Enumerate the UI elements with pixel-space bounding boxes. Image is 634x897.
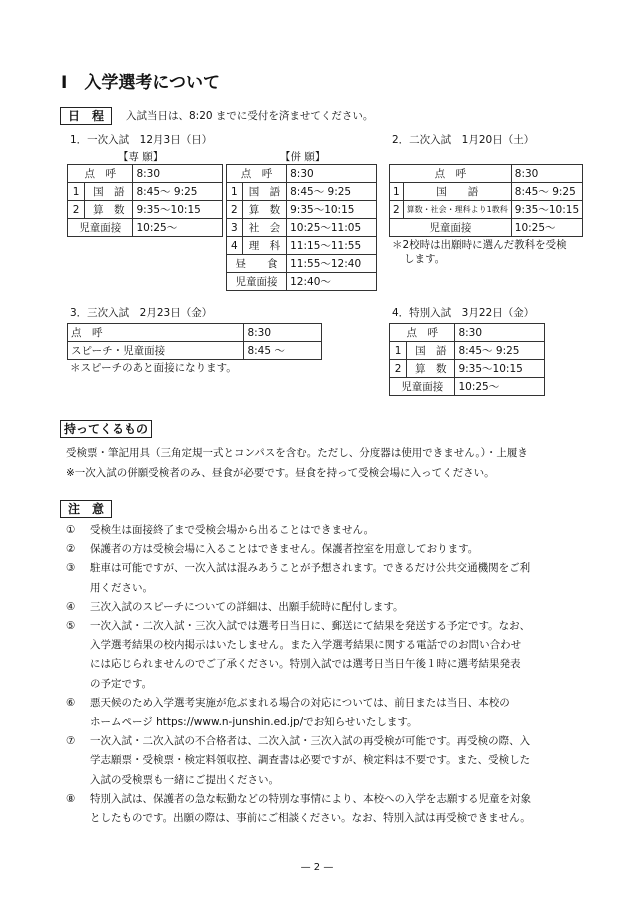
notice-line: 用ください。 [90, 581, 153, 594]
table-row [68, 201, 223, 219]
table-cell: 2 [390, 201, 404, 219]
table-row [227, 273, 377, 291]
notice-text [90, 540, 586, 559]
table-row [227, 201, 377, 219]
notice-item [66, 521, 586, 540]
table-cell: 算数・社会・理科より1教科 [403, 201, 511, 219]
notice-number: ⑦ [66, 735, 76, 748]
table-cell: 児童面接 [68, 219, 133, 237]
table-cell: 1 [390, 183, 404, 201]
fourth-table [389, 323, 545, 396]
notice-line: ホームページ https://www.n-junshin.ed.jp/でお知らせいたします。 [90, 716, 418, 729]
senkan-table [67, 164, 223, 237]
table-cell: 2 [227, 201, 243, 219]
notice-number: ② [66, 543, 76, 556]
table-cell: 8:30 [455, 324, 545, 342]
table-cell: 国 語 [85, 183, 133, 201]
table-row [390, 378, 545, 396]
third-exam-heading: 3．三次入試 2月23日（金） [70, 307, 213, 319]
table-cell: 児童面接 [390, 378, 455, 396]
notice-item [66, 540, 586, 559]
table-cell: 9:35〜10:15 [133, 201, 223, 219]
notice-number: ⑤ [66, 620, 76, 633]
table-cell: 点 呼 [390, 165, 512, 183]
table-row [390, 219, 583, 237]
notice-line: 三次入試のスピーチについての詳細は、出願手続時に配付します。 [90, 600, 404, 613]
table-cell: 国 語 [407, 342, 455, 360]
table-cell: 点 呼 [68, 165, 133, 183]
notice-line: 悪天候のため入学選考実施が危ぶまれる場合の対応については、前日または当日、本校の [90, 696, 510, 709]
table-cell: 算 数 [85, 201, 133, 219]
table-cell: 点 呼 [227, 165, 287, 183]
table-cell: 8:30 [133, 165, 223, 183]
table-cell: 10:25〜 [133, 219, 223, 237]
table-cell: 点 呼 [68, 324, 244, 342]
notice-line: 学志願票・受検票・検定料領収控、調査書は必要ですが、検定料は不要です。また、受検した [90, 754, 531, 767]
table-cell: 10:25〜 [511, 219, 582, 237]
table-cell: 国 語 [242, 183, 286, 201]
table-row [390, 183, 583, 201]
notice-line: 入学選考結果の校内掲示はいたしません。また入学選考結果に関する電話でのお問い合わせ [90, 639, 522, 652]
notice-list [66, 521, 586, 828]
notice-text [90, 732, 586, 790]
notice-number: ③ [66, 562, 76, 575]
table-cell: 9:35〜10:15 [511, 201, 582, 219]
table-cell: 算 数 [407, 360, 455, 378]
second-table [389, 164, 583, 237]
table-cell: 児童面接 [227, 273, 287, 291]
table-row [227, 183, 377, 201]
third-table [67, 323, 322, 360]
table-cell: 国 語 [403, 183, 511, 201]
table-cell: 算 数 [242, 201, 286, 219]
third-note: ＊スピーチのあと面接になります。 [70, 362, 237, 374]
notice-label: 注 意 [60, 500, 112, 518]
table-cell: 社 会 [242, 219, 286, 237]
bring-label: 持ってくるもの [60, 420, 152, 438]
notice-line: としたものです。出願の際は、事前にご相談ください。なお、特別入試は再受検できません。 [90, 812, 531, 825]
table-cell: 9:35〜10:15 [287, 201, 377, 219]
notice-text [90, 598, 586, 617]
section-title: Ⅰ 入学選考について [61, 73, 220, 93]
senkan-label: 【専 願】 [118, 151, 164, 163]
table-row [68, 324, 322, 342]
table-row [68, 342, 322, 360]
table-row [390, 324, 545, 342]
table-cell: 児童面接 [390, 219, 512, 237]
second-exam-heading: 2．二次入試 1月20日（土） [392, 134, 535, 146]
bring-line-1: 受検票・筆記用具（三角定規一式とコンパスを含む。ただし、分度器は使用できません。）・上履き [66, 447, 528, 459]
notice-line: 保護者の方は受検会場に入ることはできません。保護者控室を用意しております。 [90, 543, 479, 556]
table-row [390, 201, 583, 219]
first-exam-heading: 1．一次入試 12月3日（日） [70, 134, 213, 146]
notice-text [90, 521, 586, 540]
table-cell: 10:25〜11:05 [287, 219, 377, 237]
table-cell: 11:15〜11:55 [287, 237, 377, 255]
notice-item [66, 790, 586, 828]
table-cell: 昼 食 [227, 255, 287, 273]
table-cell: 8:30 [287, 165, 377, 183]
notice-number: ④ [66, 600, 76, 613]
notice-line: 一次入試・二次入試の不合格者は、二次入試・三次入試の再受検が可能です。再受検の際、入 [90, 735, 531, 748]
table-cell: 12:40〜 [287, 273, 377, 291]
table-cell: 10:25〜 [455, 378, 545, 396]
table-cell: 8:30 [244, 324, 322, 342]
notice-line: 特別入試は、保護者の急な転勤などの特別な事情により、本校への入学を志願する児童を対象 [90, 792, 531, 805]
table-cell: 点 呼 [390, 324, 455, 342]
table-cell: 9:35〜10:15 [455, 360, 545, 378]
table-cell: 2 [68, 201, 85, 219]
notice-number: ⑧ [66, 792, 76, 805]
table-cell: 2 [390, 360, 407, 378]
page-number: — 2 — [300, 862, 334, 873]
notice-line: 駐車は可能ですが、一次入試は混みあうことが予想されます。できるだけ公共交通機関をご利 [90, 562, 531, 575]
table-cell: スピーチ・児童面接 [68, 342, 244, 360]
table-row [227, 237, 377, 255]
notice-item [66, 598, 586, 617]
notice-number: ⑥ [66, 696, 76, 709]
table-row [227, 255, 377, 273]
notice-item [66, 617, 586, 694]
second-note-2: します。 [404, 253, 446, 265]
notice-line: 入試の受検票も一緒にご提出ください。 [90, 773, 279, 786]
table-row [68, 165, 223, 183]
table-row [227, 165, 377, 183]
second-note-1: ＊2校時は出願時に選んだ教科を受検 [392, 239, 567, 251]
notice-text [90, 694, 586, 732]
notice-text [90, 559, 586, 597]
table-cell: 8:45〜 9:25 [455, 342, 545, 360]
table-cell: 8:45〜 9:25 [133, 183, 223, 201]
table-row [227, 219, 377, 237]
table-cell: 8:45 〜 [244, 342, 322, 360]
notice-number: ① [66, 524, 76, 536]
bring-line-2: ※一次入試の併願受検者のみ、昼食が必要です。昼食を持って受検会場に入ってください。 [66, 467, 495, 479]
table-row [68, 183, 223, 201]
notice-item [66, 732, 586, 790]
table-row [390, 360, 545, 378]
table-row [390, 165, 583, 183]
table-row [68, 219, 223, 237]
notice-text [90, 790, 586, 828]
schedule-label: 日 程 [60, 107, 112, 125]
table-cell: 11:55〜12:40 [287, 255, 377, 273]
notice-item [66, 694, 586, 732]
table-cell: 8:30 [511, 165, 582, 183]
notice-line: 一次入試・二次入試・三次入試では選考日当日に、郵送にて結果を発送する予定です。なお、 [90, 620, 531, 633]
fourth-exam-heading: 4．特別入試 3月22日（金） [392, 307, 535, 319]
table-cell: 1 [68, 183, 85, 201]
schedule-intro: 入試当日は、8:20 までに受付を済ませてください。 [126, 110, 374, 122]
notice-line: 受検生は面接終了まで受検会場から出ることはできません。 [90, 524, 375, 536]
table-cell: 8:45〜 9:25 [287, 183, 377, 201]
table-cell: 1 [227, 183, 243, 201]
table-row [390, 342, 545, 360]
heigan-label: 【併 願】 [280, 151, 326, 163]
table-cell: 1 [390, 342, 407, 360]
table-cell: 理 科 [242, 237, 286, 255]
notice-text [90, 617, 586, 694]
notice-line: の予定です。 [90, 677, 153, 690]
table-cell: 4 [227, 237, 243, 255]
table-cell: 3 [227, 219, 243, 237]
table-cell: 8:45〜 9:25 [511, 183, 582, 201]
heigan-table [226, 164, 377, 291]
notice-item [66, 559, 586, 597]
notice-line: には応じられませんのでご了承ください。特別入試では選考日当日午後１時に選考結果発表 [90, 658, 521, 671]
